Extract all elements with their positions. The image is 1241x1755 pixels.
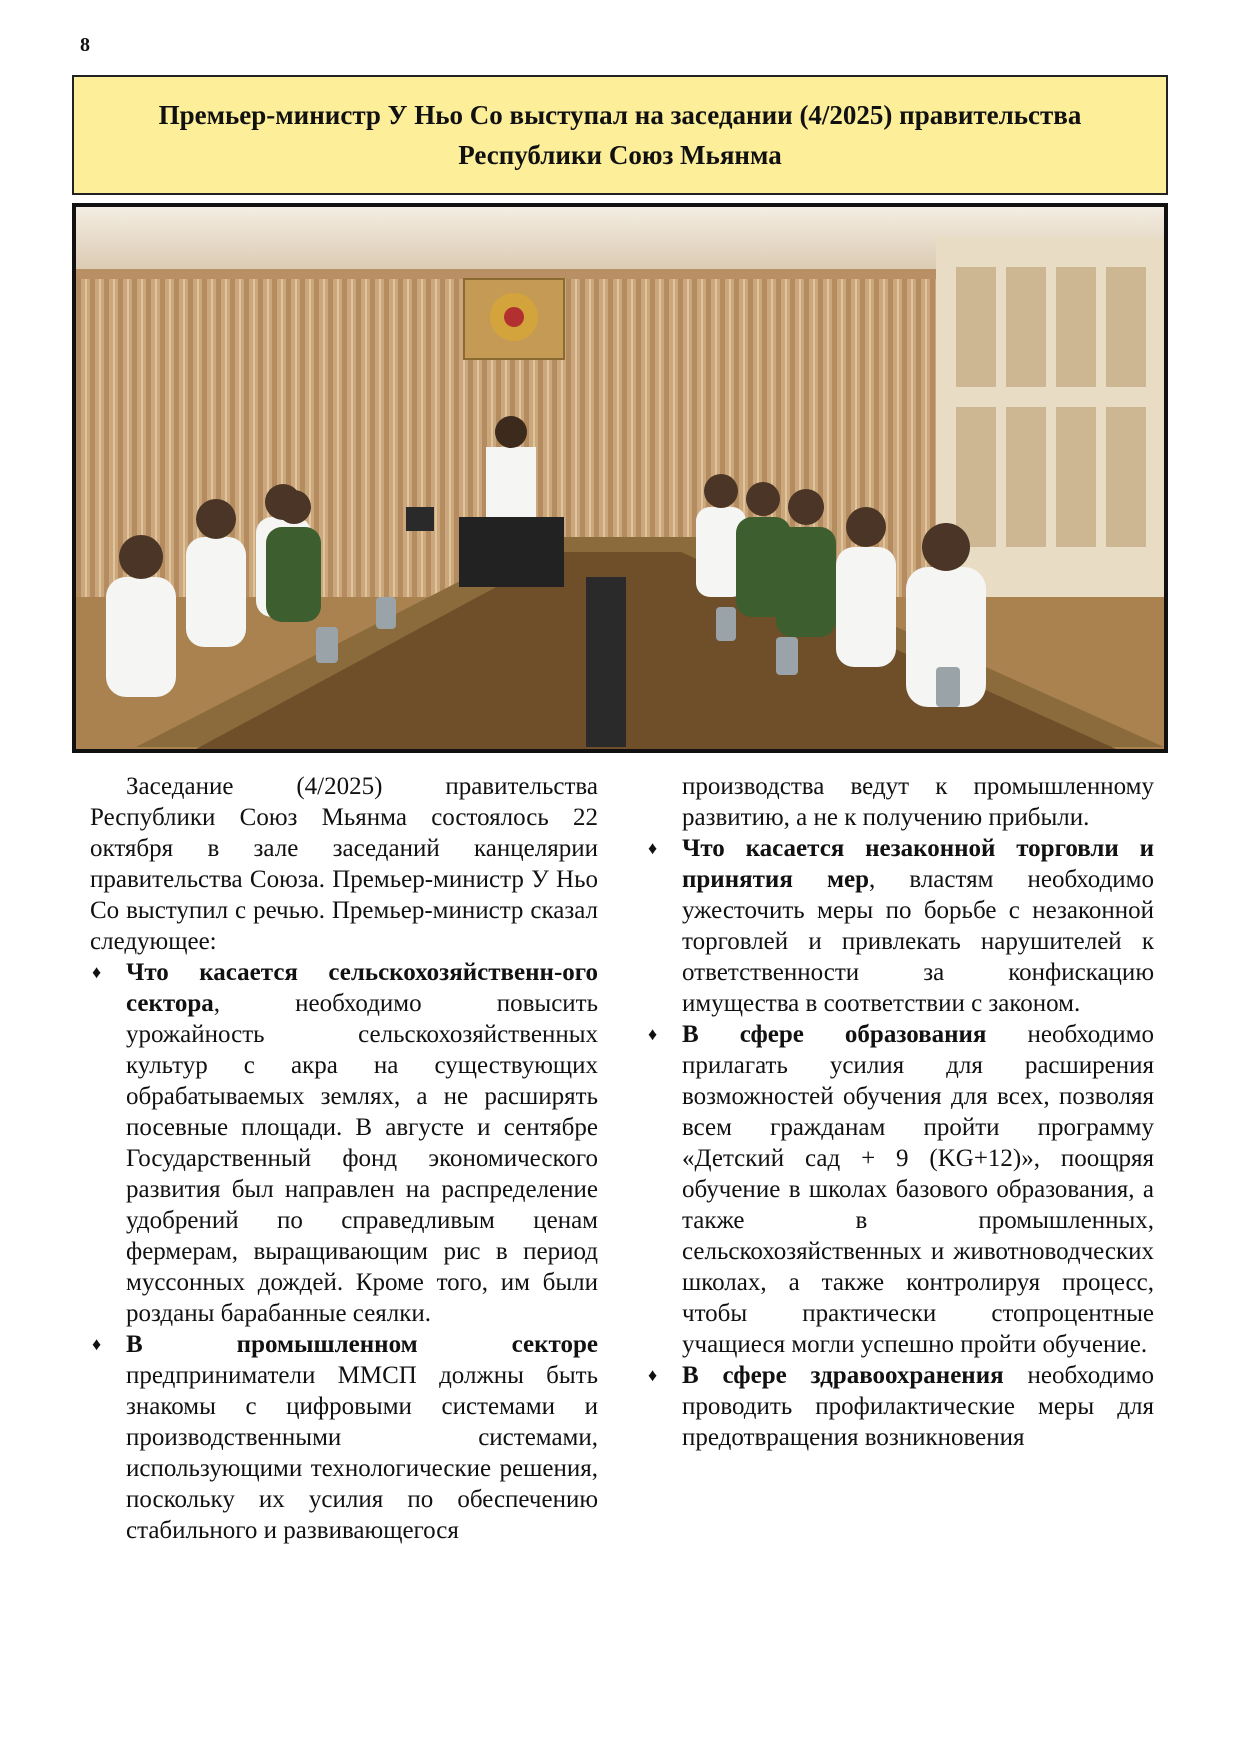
headline: Премьер-министр У Ньо Со выступал на заседании (4/2025) правительства Республики Союз Мьянма bbox=[158, 100, 1082, 170]
intro-paragraph: Заседание (4/2025) правительства Республики Союз Мьянма состоялось 22 октября в зале заседаний канцелярии правительства Союза. Премьер-министр У Ньо Со выступил с речью. Премьер-министр сказал следующее: bbox=[90, 773, 598, 955]
bullet-education bbox=[646, 1019, 1154, 1360]
bullet-text: , необходимо повысить урожайность сельскохозяйственных культур с акра на существующих обрабатываемых землях, а не расширять посевные площади. В августе и сентябре Государственный фонд экономического развития был направлен на распределение удобрений по справедливым ценам фермерам, выращивающим рис в период муссонных дождей. Кроме того, им были розданы барабанные сеялки. bbox=[126, 990, 598, 1327]
left-column bbox=[90, 771, 598, 1546]
bullet-healthcare bbox=[646, 1360, 1154, 1453]
bullet-agriculture bbox=[90, 957, 598, 1329]
bullet-text: необходимо проводить профилактические меры для предотвращения возникновения bbox=[682, 1362, 1154, 1451]
meeting-photo bbox=[72, 203, 1168, 753]
bullet-heading: В промышленном секторе bbox=[126, 1331, 598, 1358]
bullet-heading: Что касается сельскохозяйственн-ого сектора bbox=[126, 959, 598, 1017]
meeting-photo-illustration bbox=[76, 207, 1164, 749]
bullet-text: необходимо прилагать усилия для расширения возможностей обучения для всех, позволяя всем гражданам пройти программу «Детский сад + 9 (KG+12)», поощряя обучение в школах базового образования, а также в промышленных, сельскохозяйственных и животноводческих школах, а также контролируя процесс, чтобы практически стопроцентные учащиеся могли успешно пройти обучение. bbox=[682, 1021, 1154, 1358]
bullet-heading: В сфере здравоохранения bbox=[682, 1362, 1004, 1389]
bullet-diamond-icon: ♦ bbox=[648, 838, 658, 858]
bullet-text: предприниматели ММСП должны быть знакомы с цифровыми системами и производственными системами, использующими технологические решения, поскольку их усилия по обеспечению стабильного и развивающегося bbox=[126, 1362, 598, 1544]
bullet-industry bbox=[90, 1329, 598, 1546]
bullet-heading: В сфере образования bbox=[682, 1021, 987, 1048]
bullet-diamond-icon: ♦ bbox=[648, 1365, 658, 1385]
right-column bbox=[646, 771, 1154, 1453]
bullet-illegal-trade bbox=[646, 833, 1154, 1019]
page-number: 8 bbox=[80, 34, 90, 56]
bullet-diamond-icon: ♦ bbox=[92, 962, 102, 982]
headline-box bbox=[72, 75, 1168, 195]
bullet-diamond-icon: ♦ bbox=[92, 1334, 102, 1354]
bullet-diamond-icon: ♦ bbox=[648, 1024, 658, 1044]
continuation-paragraph: производства ведут к промышленному развитию, а не к получению прибыли. bbox=[682, 773, 1154, 831]
bullet-text: , властям необходимо ужесточить меры по борьбе с незаконной торговлей и привлекать нарушителей к ответственности за конфискацию имущества в соответствии с законом. bbox=[682, 866, 1155, 1017]
bullet-heading: Что касается незаконной торговли и принятия мер bbox=[682, 835, 1154, 893]
